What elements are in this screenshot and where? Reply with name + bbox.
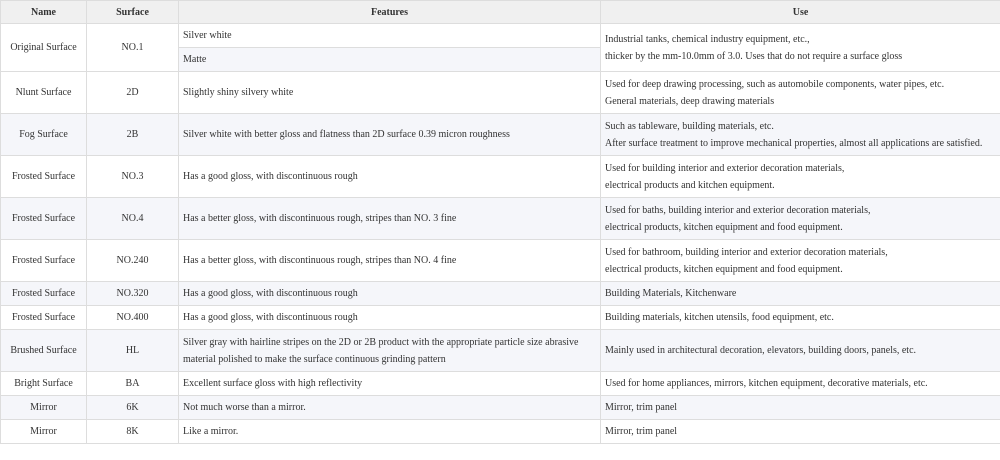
cell-name: Frosted Surface — [1, 240, 87, 282]
cell-name: Frosted Surface — [1, 306, 87, 330]
cell-feature: Has a good gloss, with discontinuous rough — [179, 282, 601, 306]
cell-use: Mainly used in architectural decoration, elevators, building doors, panels, etc. — [601, 330, 1000, 372]
cell-feature: Has a better gloss, with discontinuous rough, stripes than NO. 3 fine — [179, 198, 601, 240]
cell-surface: BA — [87, 372, 179, 396]
cell-surface: NO.4 — [87, 198, 179, 240]
cell-surface: HL — [87, 330, 179, 372]
table-row — [1, 306, 1000, 330]
header-surface: Surface — [87, 1, 179, 24]
cell-name: Frosted Surface — [1, 282, 87, 306]
cell-feature: Has a better gloss, with discontinuous rough, stripes than NO. 4 fine — [179, 240, 601, 282]
cell-name: Mirror — [1, 396, 87, 420]
cell-use: Building materials, kitchen utensils, food equipment, etc. — [601, 306, 1000, 330]
cell-use: Used for building interior and exterior decoration materials, electrical products and kitchen equipment. — [601, 156, 1000, 198]
cell-feature: Slightly shiny silvery white — [179, 72, 601, 114]
table-row — [1, 198, 1000, 240]
cell-feature: Has a good gloss, with discontinuous rough — [179, 306, 601, 330]
cell-surface: 8K — [87, 420, 179, 444]
cell-use: Mirror, trim panel — [601, 420, 1000, 444]
cell-feature: Like a mirror. — [179, 420, 601, 444]
cell-surface: NO.240 — [87, 240, 179, 282]
table-row — [1, 24, 1000, 48]
cell-use: Industrial tanks, chemical industry equipment, etc., thicker by the mm-10.0mm of 3.0. Uses that do not require a surface gloss — [601, 24, 1000, 72]
table-row — [1, 72, 1000, 114]
cell-surface: NO.1 — [87, 24, 179, 72]
table-row — [1, 282, 1000, 306]
header-name: Name — [1, 1, 87, 24]
cell-surface: NO.400 — [87, 306, 179, 330]
table-row — [1, 114, 1000, 156]
cell-use: Used for home appliances, mirrors, kitchen equipment, decorative materials, etc. — [601, 372, 1000, 396]
table-row — [1, 240, 1000, 282]
cell-surface: 6K — [87, 396, 179, 420]
cell-feature: Excellent surface gloss with high reflectivity — [179, 372, 601, 396]
header-row — [1, 1, 1000, 24]
cell-use: Building Materials, Kitchenware — [601, 282, 1000, 306]
cell-name: Original Surface — [1, 24, 87, 72]
cell-name: Brushed Surface — [1, 330, 87, 372]
table-row — [1, 156, 1000, 198]
cell-use: Used for baths, building interior and exterior decoration materials, electrical products, kitchen equipment and food equipment. — [601, 198, 1000, 240]
cell-name: Mirror — [1, 420, 87, 444]
table-row — [1, 420, 1000, 444]
cell-name: Frosted Surface — [1, 156, 87, 198]
cell-use: Mirror, trim panel — [601, 396, 1000, 420]
cell-name: Frosted Surface — [1, 198, 87, 240]
cell-surface: 2D — [87, 72, 179, 114]
cell-surface: 2B — [87, 114, 179, 156]
table-row — [1, 372, 1000, 396]
cell-name: Nlunt Surface — [1, 72, 87, 114]
table-row — [1, 330, 1000, 372]
cell-name: Bright Surface — [1, 372, 87, 396]
cell-feature: Has a good gloss, with discontinuous rough — [179, 156, 601, 198]
cell-use: Used for bathroom, building interior and exterior decoration materials, electrical products, kitchen equipment and food equipment. — [601, 240, 1000, 282]
cell-surface: NO.320 — [87, 282, 179, 306]
cell-name: Fog Surface — [1, 114, 87, 156]
header-features: Features — [179, 1, 601, 24]
cell-surface: NO.3 — [87, 156, 179, 198]
cell-feature: Not much worse than a mirror. — [179, 396, 601, 420]
cell-feature: Matte — [179, 48, 601, 72]
cell-feature: Silver gray with hairline stripes on the 2D or 2B product with the appropriate particle size abrasive material polished to make the surface continuous grinding pattern — [179, 330, 601, 372]
table-row — [1, 396, 1000, 420]
cell-feature: Silver white with better gloss and flatness than 2D surface 0.39 micron roughness — [179, 114, 601, 156]
cell-use: Such as tableware, building materials, etc. After surface treatment to improve mechanical properties, almost all applications are satisfied. — [601, 114, 1000, 156]
cell-use: Used for deep drawing processing, such as automobile components, water pipes, etc. General materials, deep drawing materials — [601, 72, 1000, 114]
cell-feature: Silver white — [179, 24, 601, 48]
header-use: Use — [601, 1, 1000, 24]
